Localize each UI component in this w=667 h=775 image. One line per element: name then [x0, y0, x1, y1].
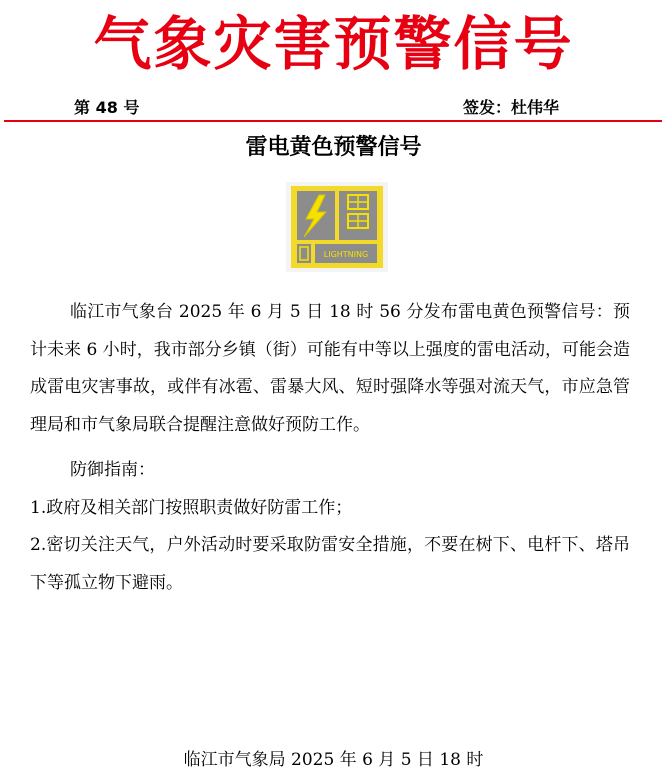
- guide-item: 2.密切关注天气，户外活动时要采取防雷安全措施，不要在树下、电杆下、塔吊下等孤立物下避雨。: [30, 535, 630, 593]
- issue-number: 第 48 号: [74, 98, 140, 117]
- guide-item: 1.政府及相关部门按照职责做好防雷工作；: [30, 497, 353, 518]
- red-divider: [4, 120, 662, 122]
- document-title: 气象灾害预警信号: [93, 10, 574, 78]
- icon-caption: LIGHTNING: [323, 250, 369, 259]
- guide-title: 防御指南：: [70, 460, 155, 480]
- warning-title: 雷电黄色预警信号: [245, 135, 422, 160]
- warning-body: [30, 294, 630, 602]
- main-paragraph: 临江市气象台 2025 年 6 月 5 日 18 时 56 分发布雷电黄色预警信号：预计未来 6 小时，我市部分乡镇（街）可能有中等以上强度的雷电活动，可能会造成雷电灾害事故，或伴有冰雹、雷暴大风、短时强降水等强对流天气，市应急管理局和市气象局联合提醒注意做好预防工作。: [30, 302, 630, 435]
- lightning-yellow-warning-icon: [286, 182, 388, 272]
- signer: 签发：杜伟华: [463, 98, 560, 117]
- issuer-footer: 临江市气象局 2025 年 6 月 5 日 18 时: [183, 750, 484, 770]
